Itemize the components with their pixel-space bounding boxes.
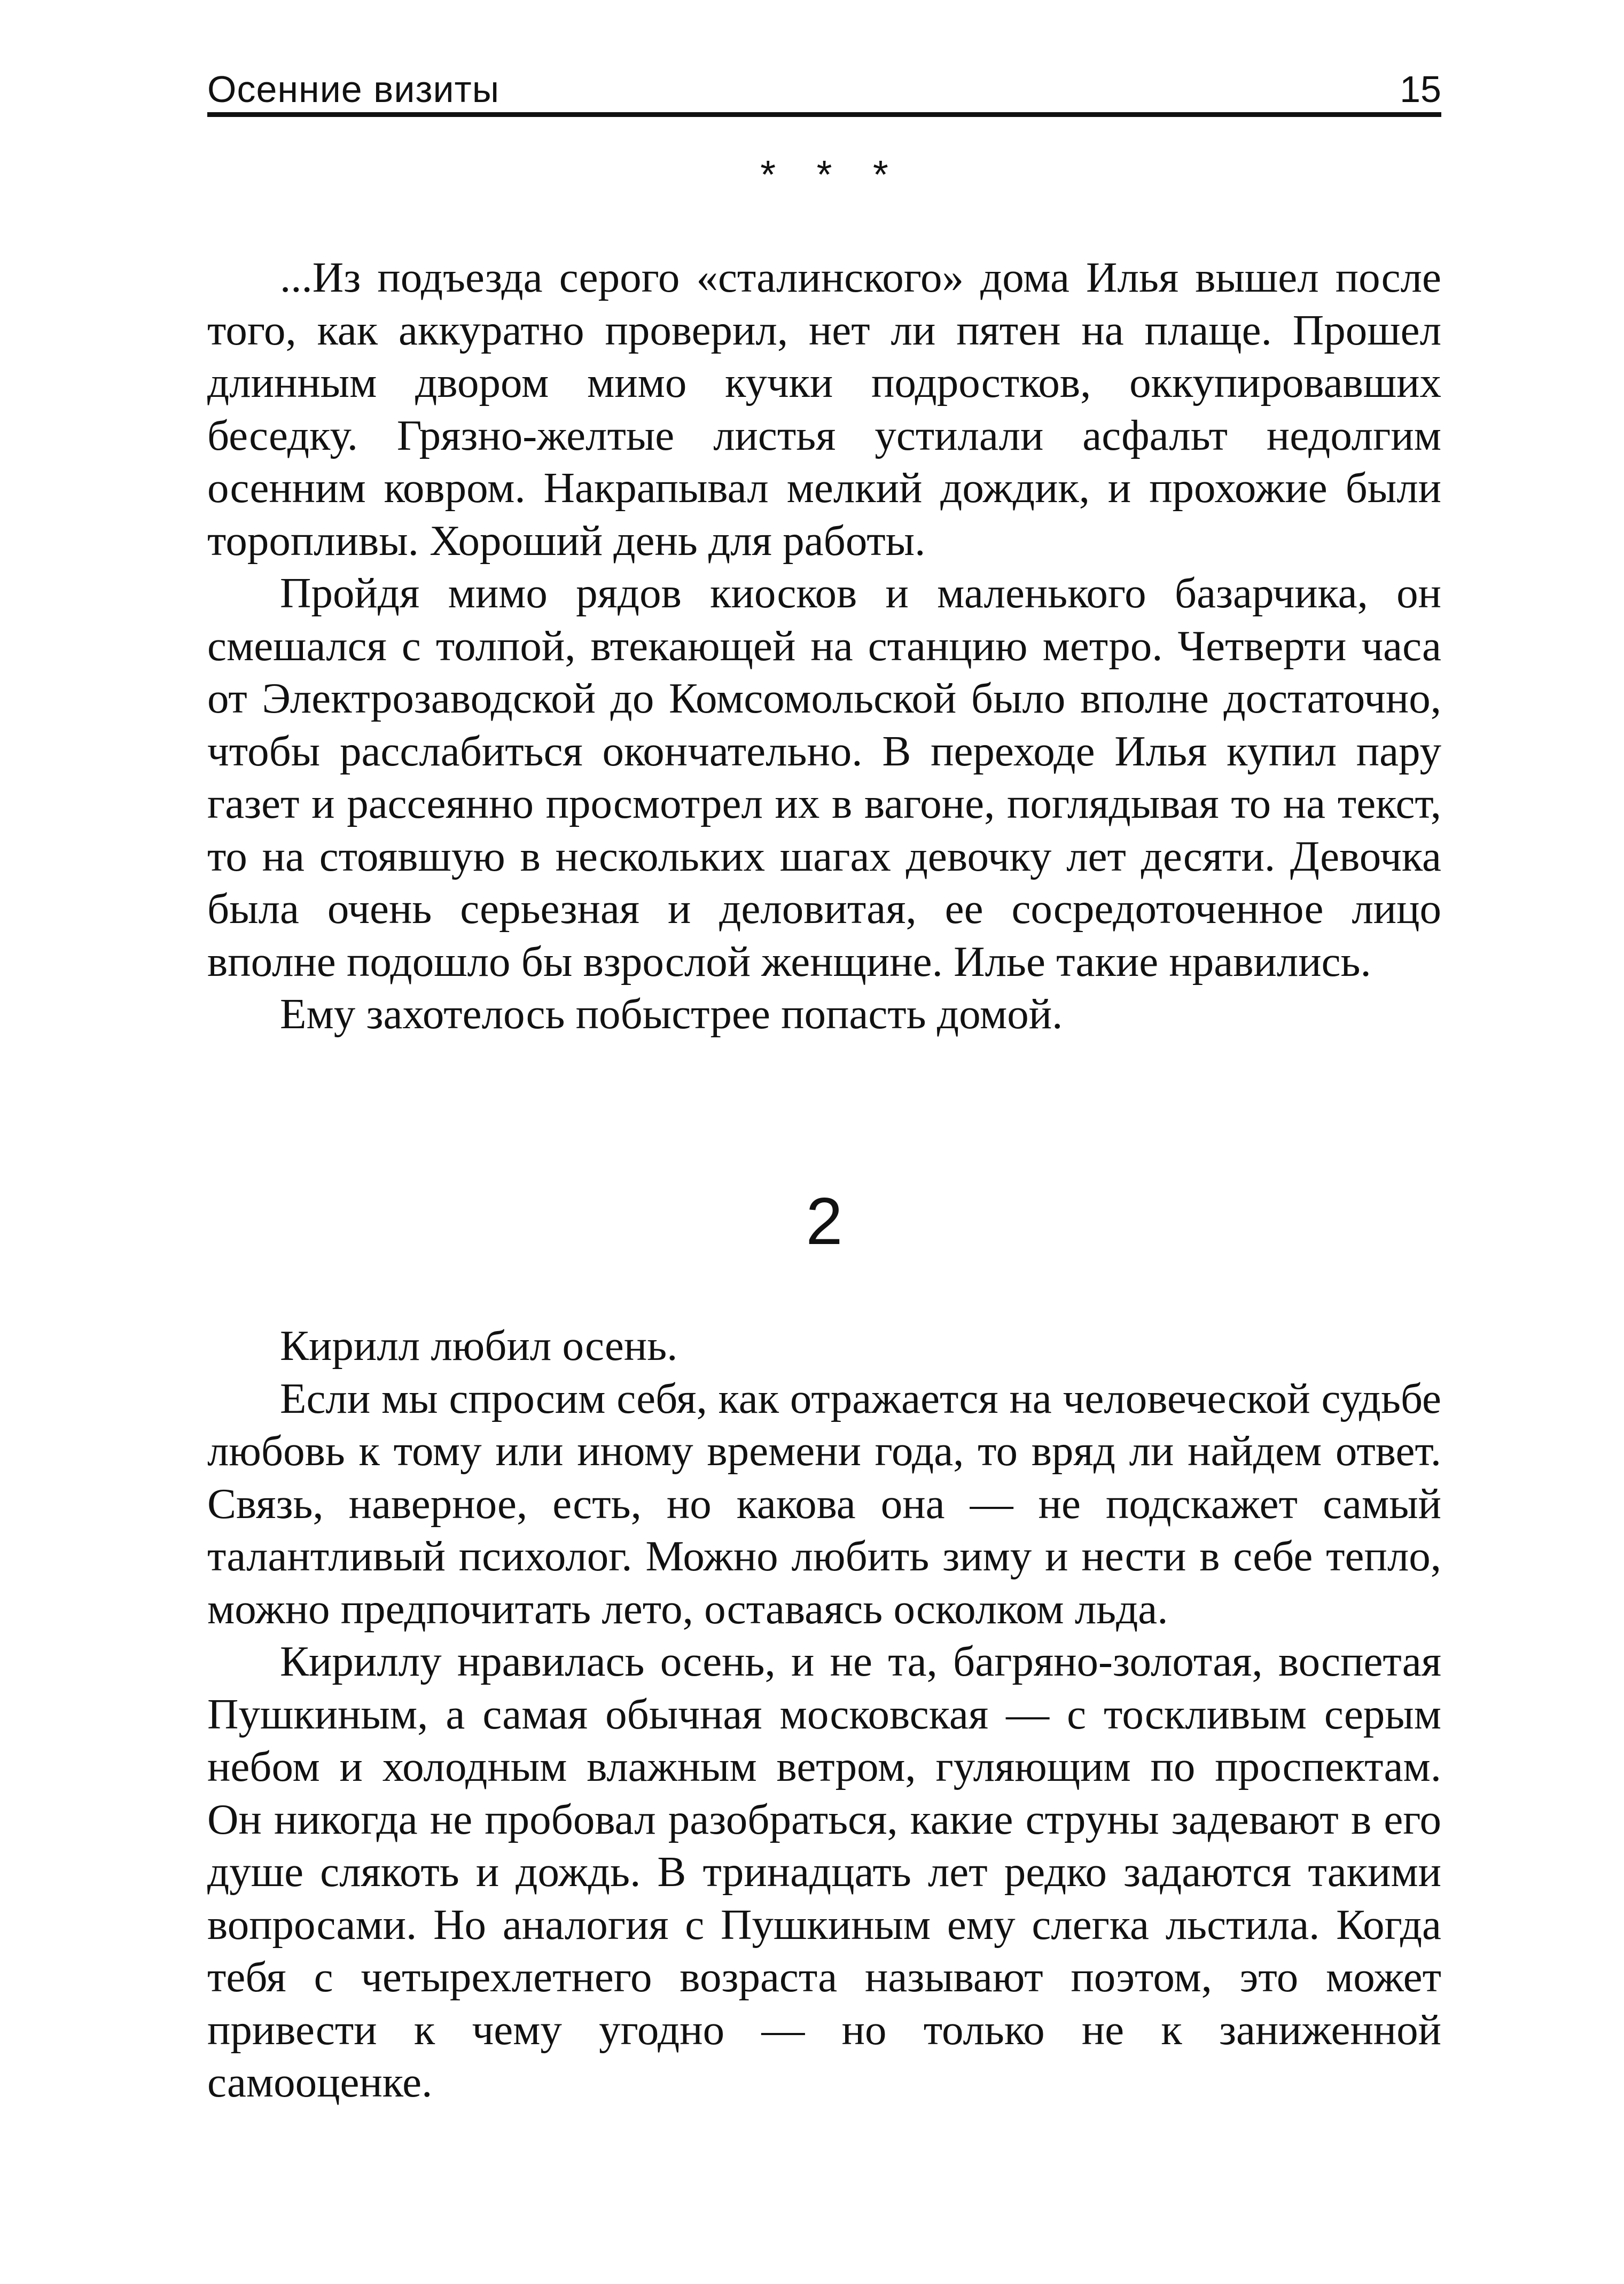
chapter-text [207,1319,1441,2109]
paragraph: ...Из подъезда серого «сталинского» дома Илья вышел после того, как аккуратно проверил, нет ли пятен на плаще. Прошел длинным двором мимо кучки подростков, оккупировавших беседку. Грязно-желтые листья устилали асфальт недолгим осенним ковром. Накрапывал мелкий дождик, и прохожие были торопливы. Хороший день для работы. [207,253,1441,565]
paragraph: Пройдя мимо рядов киосков и маленького базарчика, он смешался с толпой, втекающей на станцию метро. Четверти часа от Электрозаводской до Комсомольской было вполне достаточно, чтобы расслабиться окончательно. В переходе Илья купил пару газет и рассеянно просмотрел их в вагоне, поглядывая то на текст, то на стоявшую в нескольких шагах девочку лет десяти. Девочка была очень серьезная и деловитая, ее сосредоточенное лицо вполне подошло бы взрослой женщине. Илье такие нравились. [207,569,1441,985]
page-number: 15 [1400,68,1441,110]
paragraph: Кириллу нравилась осень, и не та, багряно-золотая, воспетая Пушкиным, а самая обычная московская — с тоскливым серым небом и холодным влажным ветром, гуляющим по проспектам. Он никогда не пробовал разобраться, какие струны задевают в его душе слякоть и дождь. В тринадцать лет редко задаются такими вопросами. Но аналогия с Пушкиным ему слегка льстила. Когда тебя с четырехлетнего возраста называют поэтом, это может привести к чему угодно — но только не к заниженной самооценке. [207,1637,1441,2106]
page-header [207,53,1441,117]
paragraph: Если мы спросим себя, как отражается на человеческой судьбе любовь к тому или иному времени года, то вряд ли найдем ответ. Связь, наверное, есть, но какова она — не подскажет самый талантливый психолог. Можно любить зиму и нести в себе тепло, можно предпочитать лето, оставаясь осколком льда. [207,1374,1441,1633]
paragraph: Кирилл любил осень. [280,1321,678,1370]
running-title: Осенние визиты [207,68,500,110]
chapter-number: 2 [806,1185,843,1258]
section-one-text [207,251,1441,1041]
section-break-asterisks: * * * [760,152,903,197]
paragraph: Ему захотелось побыстрее попасть домой. [280,990,1063,1038]
